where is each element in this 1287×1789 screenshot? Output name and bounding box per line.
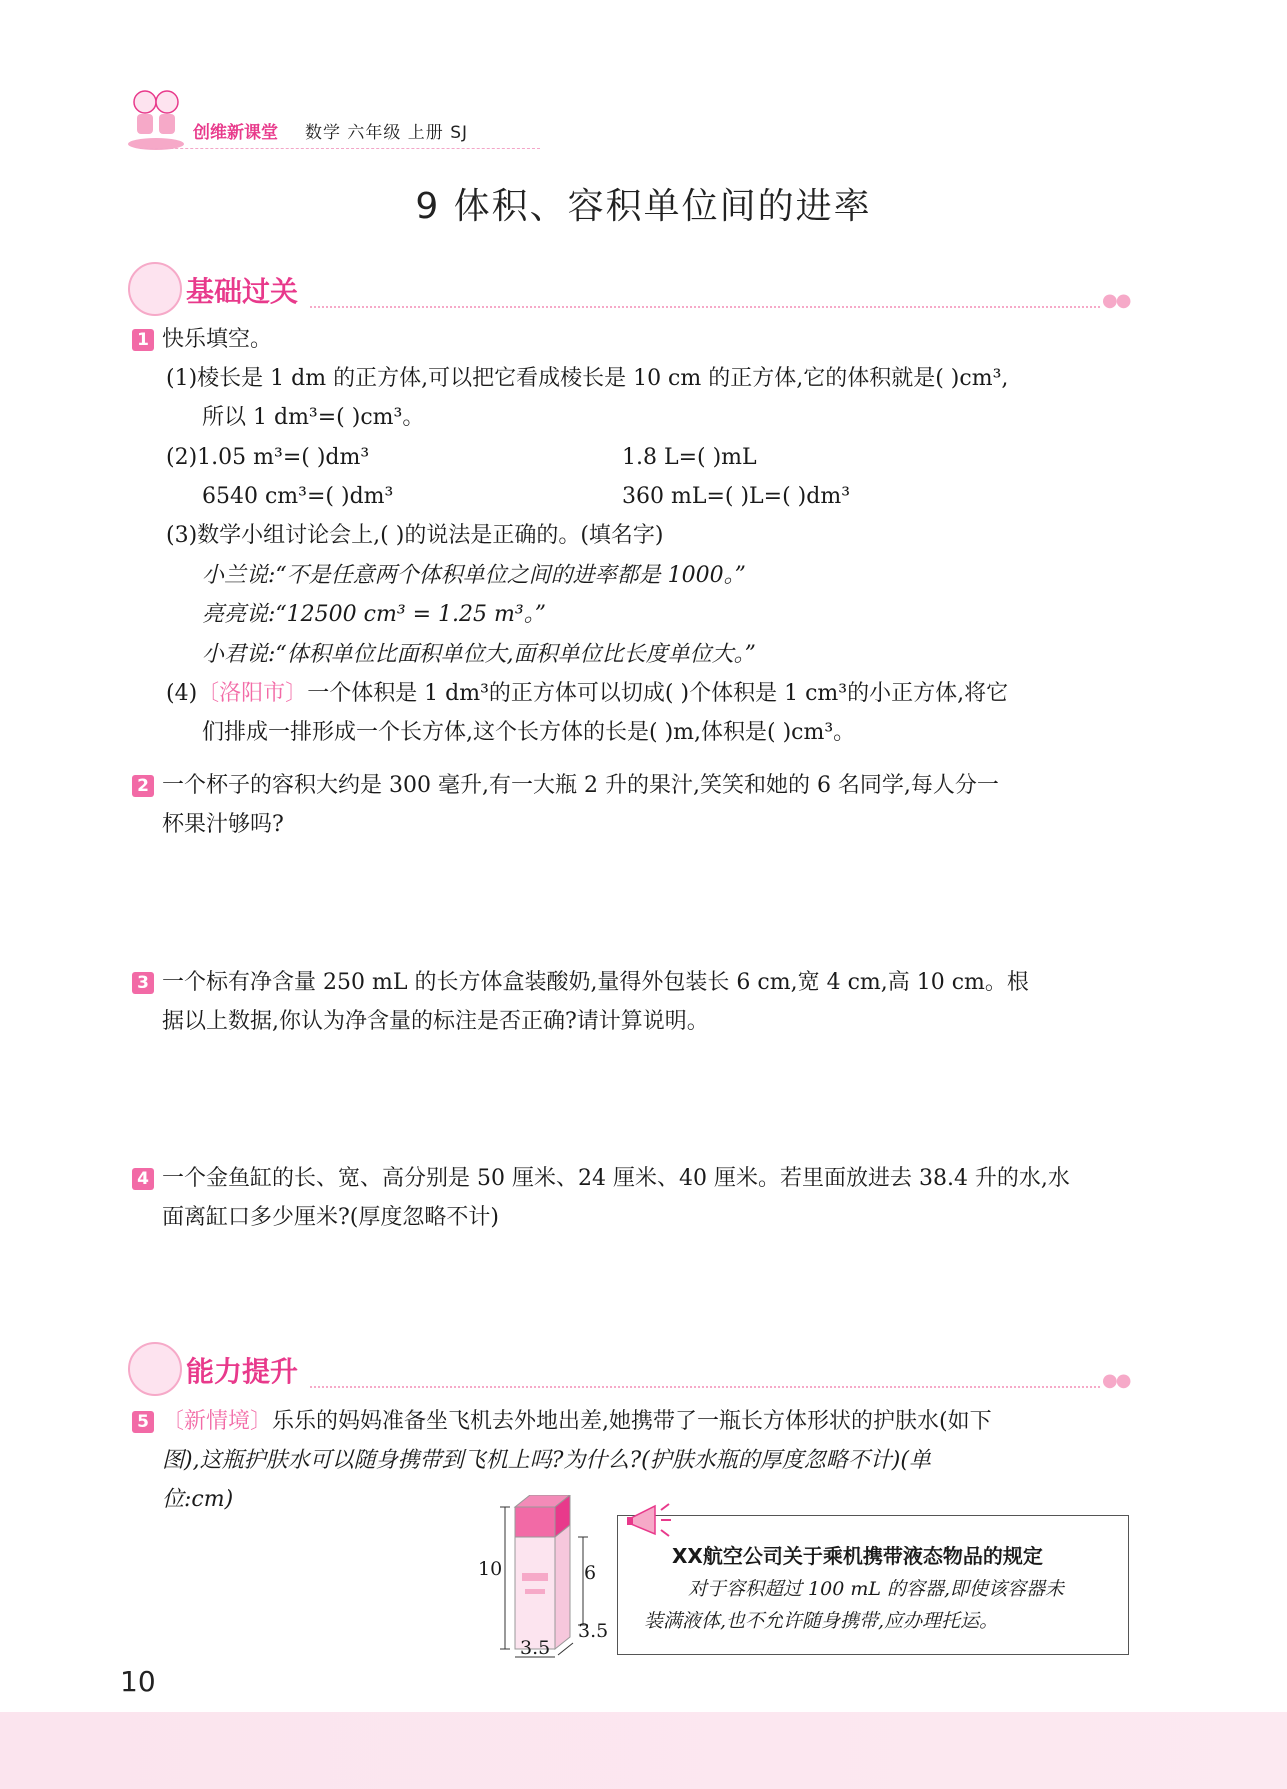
notice-body-line-2: 装满液体,也不允许随身携带,应办理托运。 [644,1610,999,1632]
notice-body-line-1: 对于容积超过 100 mL 的容器,即使该容器未 [688,1578,1065,1600]
question-4-line-1: 一个金鱼缸的长、宽、高分别是 50 厘米、24 厘米、40 厘米。若里面放进去 38.4 升的水,水 [162,1166,1070,1191]
question-1-part-4-text: 一个体积是 1 dm³的正方体可以切成( )个体积是 1 cm³的小正方体,将它 [307,681,1009,706]
question-4-line-2: 面离缸口多少厘米?(厚度忽略不计) [162,1205,499,1230]
page-title: 9 体积、容积单位间的进率 [415,186,872,227]
question-1-part-1-line-2: 所以 1 dm³=( )cm³。 [202,405,425,430]
question-2-line-2: 杯果汁够吗? [162,812,284,837]
dimension-depth-label: 3.5 [578,1620,609,1642]
section-dots-decoration: ●● [1102,1370,1130,1391]
question-5-line-2: 图),这瓶护肤水可以随身携带到飞机上吗?为什么?(护肤水瓶的厚度忽略不计)(单 [162,1448,931,1473]
question-1-part-3-liangliang: 亮亮说:“12500 cm³ = 1.25 m³。” [202,602,546,627]
section-divider [310,306,1100,308]
new-context-tag: 〔新情境〕 [162,1409,273,1434]
question-1-part-4-prefix: (4) [166,681,198,706]
question-1-part-2-a: (2)1.05 m³=( )dm³ [166,445,370,470]
section-badge-icon [128,1342,182,1396]
dimension-width-label: 3.5 [520,1637,551,1659]
question-5-line-1 [162,1407,992,1437]
question-number: 3 [132,972,154,994]
question-3-line-1: 一个标有净含量 250 mL 的长方体盒装酸奶,量得外包装长 6 cm,宽 4 cm,高 10 cm。根 [162,970,1029,995]
header-divider [140,148,540,149]
header-book-info: 数学 六年级 上册 SJ [305,123,469,143]
question-5-text: 乐乐的妈妈准备坐飞机去外地出差,她携带了一瓶长方体形状的护肤水(如下 [272,1409,992,1434]
question-number: 1 [132,329,154,351]
question-1-part-3-xiaolan: 小兰说:“不是任意两个体积单位之间的进率都是 1000。” [202,563,746,588]
question-1-part-3-xiaojun: 小君说:“体积单位比面积单位大,面积单位比长度单位大。” [202,642,756,667]
header-kids-illustration [125,88,187,154]
header-brand: 创维新课堂 [193,123,278,143]
question-1-part-2-b: 1.8 L=( )mL [622,445,757,470]
section-divider [310,1386,1100,1388]
question-5-line-3: 位:cm) [162,1487,234,1512]
footer-band [0,1712,1287,1789]
question-1-title: 快乐填空。 [162,327,273,352]
question-1-part-1-line-1: (1)棱长是 1 dm 的正方体,可以把它看成棱长是 10 cm 的正方体,它的体积就是( )cm³, [166,366,1009,391]
question-number: 5 [132,1411,154,1433]
question-1-part-2-c: 6540 cm³=( )dm³ [202,484,394,509]
question-3-line-2: 据以上数据,你认为净含量的标注是否正确?请计算说明。 [162,1009,709,1034]
page-number: 10 [120,1665,156,1698]
question-1-part-4-line-1 [166,679,1008,709]
section-badge-icon [128,262,182,316]
question-2-line-1: 一个杯子的容积大约是 300 毫升,有一大瓶 2 升的果汁,笑笑和她的 6 名同学,每人分一 [162,773,999,798]
section-title-advanced: 能力提升 [186,1355,299,1388]
question-1-part-4-line-2: 们排成一排形成一个长方体,这个长方体的长是( )m,体积是( )cm³。 [202,720,856,745]
dimension-liquid-height-label: 6 [584,1562,597,1584]
dimension-height-label: 10 [478,1558,503,1580]
question-1-part-3-line-1: (3)数学小组讨论会上,( )的说法是正确的。(填名字) [166,523,664,548]
megaphone-icon [625,1500,675,1540]
question-number: 2 [132,775,154,797]
question-number: 4 [132,1168,154,1190]
question-1-part-2-d: 360 mL=( )L=( )dm³ [622,484,851,509]
notice-title: XX航空公司关于乘机携带液态物品的规定 [672,1544,1043,1568]
section-title-basic: 基础过关 [186,275,299,308]
section-dots-decoration: ●● [1102,290,1130,311]
region-tag: 〔洛阳市〕 [197,681,308,706]
